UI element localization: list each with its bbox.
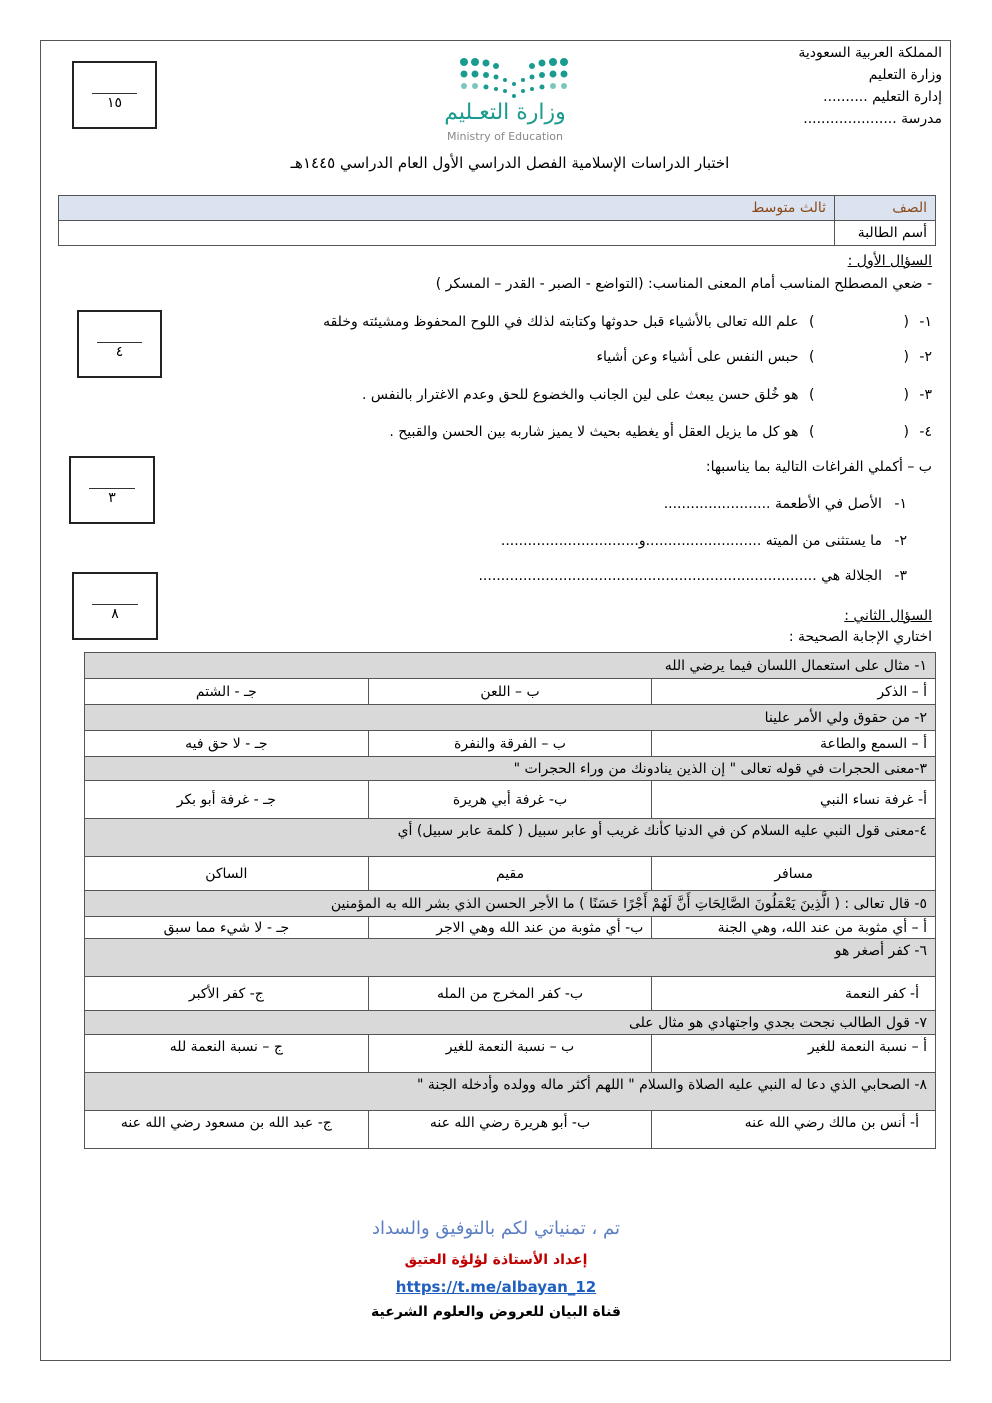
answer-blank[interactable]: ( ) <box>809 387 909 403</box>
item-number: ١- <box>894 496 907 512</box>
q1b-score-value: ٣ <box>108 490 116 506</box>
mcq-option[interactable]: أ – السمع والطاعة <box>652 731 936 757</box>
blank-item-3 <box>478 568 907 584</box>
mcq-option[interactable]: أ – أي مثوبة من عند الله، وهي الجنة <box>652 917 936 939</box>
blank-item-2 <box>501 533 907 549</box>
closing-message: تم ، تمنياتي لكم بالتوفيق والسداد <box>371 1218 621 1239</box>
q2-score-value: ٨ <box>111 606 119 622</box>
q1a-score-value: ٤ <box>115 344 124 360</box>
q1-item-3 <box>212 387 932 403</box>
item-text: هو كل ما يزيل العقل أو يغطيه بحيث لا يميز شاربه بين الحسن والقبيح . <box>389 424 799 440</box>
mcq-option[interactable]: جـ - لا شيء مما سبق <box>85 917 369 939</box>
mcq-question-1: ١- مثال على استعمال اللسان فيما يرضي الله <box>85 653 936 679</box>
student-name-label: أسم الطالبة <box>835 221 936 246</box>
mcq-question-2: ٢- من حقوق ولي الأمر علينا <box>85 705 936 731</box>
mcq-option[interactable]: أ – نسبة النعمة للغير <box>652 1035 936 1073</box>
score-line <box>97 342 142 343</box>
mcq-option[interactable]: ب – نسبة النعمة للغير <box>368 1035 652 1073</box>
q2-score-box <box>72 572 158 640</box>
logo-arabic-text: وزارة التعـليم <box>444 100 566 125</box>
mcq-option[interactable]: ج- كفر الأكبر <box>85 977 369 1011</box>
mcq-option[interactable]: ج- عبد الله بن مسعود رضي الله عنه <box>85 1111 369 1149</box>
author-credit: إعداد الأستاذة لؤلؤة العتيق <box>404 1252 588 1268</box>
student-info-table <box>58 195 936 246</box>
score-line <box>92 604 138 605</box>
mcq-option[interactable]: أ – الذكر <box>652 679 936 705</box>
q1-item-4 <box>212 424 932 440</box>
mcq-option[interactable]: مقيم <box>368 857 652 891</box>
q1-title: السؤال الأول : <box>847 253 932 269</box>
q1-instruction: - ضعي المصطلح المناسب أمام المعنى المناسب: (التواضع - الصبر - القدر – المسكر ) <box>435 276 932 292</box>
mcq-option[interactable]: جـ - غرفة أبو بكر <box>85 781 369 819</box>
logo-english-text: Ministry of Education <box>446 130 563 143</box>
q2-title: السؤال الثاني : <box>844 608 932 624</box>
blank-text[interactable]: ما يستثنى من الميته ..........................و............................... <box>500 533 882 549</box>
blank-text[interactable]: الجلالة هي ............................................................................ <box>478 568 882 584</box>
mcq-option[interactable]: ب – الفرقة والنفرة <box>368 731 652 757</box>
mcq-question-8: ٨- الصحابي الذي دعا له النبي عليه الصلاة والسلام " اللهم أكثر ماله وولده وأدخله الجنة " <box>85 1073 936 1111</box>
item-text: حبس النفس على أشياء وعن أشياء <box>596 349 799 365</box>
item-number: ٢- <box>919 349 932 365</box>
directorate-line: إدارة التعليم .......... <box>823 89 942 105</box>
score-line <box>92 93 137 94</box>
school-line: مدرسة ..................... <box>803 111 942 127</box>
channel-link[interactable]: https://t.me/albayan_12 <box>395 1278 597 1296</box>
mcq-option[interactable]: ج – نسبة النعمة لله <box>85 1035 369 1073</box>
score-line <box>89 488 135 489</box>
student-name-field[interactable] <box>59 221 835 246</box>
mcq-question-5: ٥- قال تعالى : ( الَّذِينَ يَعْمَلُونَ الصَّالِحَاتِ أَنَّ لَهُمْ أَجْرًا حَسَنًا ) ما الأجر الحسن الذي بشر الله به المؤمنين <box>85 891 936 917</box>
channel-name: قناة البيان للعروض والعلوم الشرعية <box>371 1304 621 1320</box>
grade-value: ثالث متوسط <box>59 196 835 221</box>
answer-blank[interactable]: ( ) <box>809 424 909 440</box>
exam-title: اختبار الدراسات الإسلامية الفصل الدراسي الأول العام الدراسي ١٤٤٥هـ <box>290 154 730 172</box>
item-text: هو خُلق حسن يبعث على لين الجانب والخضوع للحق وعدم الاغترار بالنفس . <box>361 387 799 403</box>
kingdom-line: المملكة العربية السعودية <box>798 45 942 61</box>
logo-dots-icon <box>458 56 570 100</box>
grade-label: الصف <box>835 196 936 221</box>
mcq-question-3: ٣-معنى الحجرات في قوله تعالى " إن الذين ينادونك من وراء الحجرات " <box>85 757 936 781</box>
item-number: ٢- <box>894 533 907 549</box>
item-number: ٣- <box>919 387 932 403</box>
item-number: ٣- <box>894 568 907 584</box>
mcq-option[interactable]: أ- كفر النعمة <box>652 977 936 1011</box>
total-score-box <box>72 61 157 129</box>
total-score-value: ١٥ <box>106 95 123 111</box>
q1-item-2 <box>212 349 932 365</box>
q1-item-1 <box>212 314 932 330</box>
mcq-option[interactable]: ب- غرفة أبي هريرة <box>368 781 652 819</box>
item-text: علم الله تعالى بالأشياء قبل حدوثها وكتابته لذلك في اللوح المحفوظ ومشيئته وخلقه <box>323 314 799 330</box>
mcq-option[interactable]: أ- أنس بن مالك رضي الله عنه <box>652 1111 936 1149</box>
mcq-option[interactable]: ب- كفر المخرج من المله <box>368 977 652 1011</box>
q1b-score-box <box>69 456 155 524</box>
answer-blank[interactable]: ( ) <box>809 349 909 365</box>
mcq-question-6: ٦- كفر أصغر هو <box>85 939 936 977</box>
mcq-option[interactable]: الساكن <box>85 857 369 891</box>
mcq-option[interactable]: ب- أبو هريرة رضي الله عنه <box>368 1111 652 1149</box>
blank-item-1 <box>664 496 907 512</box>
item-number: ١- <box>919 314 932 330</box>
mcq-option[interactable]: جـ - الشتم <box>85 679 369 705</box>
mcq-question-7: ٧- قول الطالب نجحت بجدي واجتهادي هو مثال على <box>85 1011 936 1035</box>
mcq-option[interactable]: ب- أي مثوبة من عند الله وهي الاجر <box>368 917 652 939</box>
mcq-option[interactable]: أ- غرفة نساء النبي <box>652 781 936 819</box>
ministry-logo <box>420 52 590 147</box>
ministry-line: وزارة التعليم <box>868 67 942 83</box>
q2-instruction: اختاري الإجابة الصحيحة : <box>788 629 932 645</box>
q1b-title: ب – أكملي الفراغات التالية بما يناسبها: <box>705 459 932 475</box>
mcq-option[interactable]: جـ - لا حق فيه <box>85 731 369 757</box>
blank-text[interactable]: الأصل في الأطعمة ........................ <box>663 496 882 512</box>
header-info <box>798 42 942 130</box>
answer-blank[interactable]: ( ) <box>809 314 909 330</box>
mcq-table <box>84 652 936 1149</box>
mcq-option[interactable]: ب – اللعن <box>368 679 652 705</box>
mcq-option[interactable]: مسافر <box>652 857 936 891</box>
q1a-score-box <box>77 310 162 378</box>
item-number: ٤- <box>919 424 932 440</box>
mcq-question-4: ٤-معنى قول النبي عليه السلام كن في الدنيا كأنك غريب أو عابر سبيل ( كلمة عابر سبيل) أي <box>85 819 936 857</box>
